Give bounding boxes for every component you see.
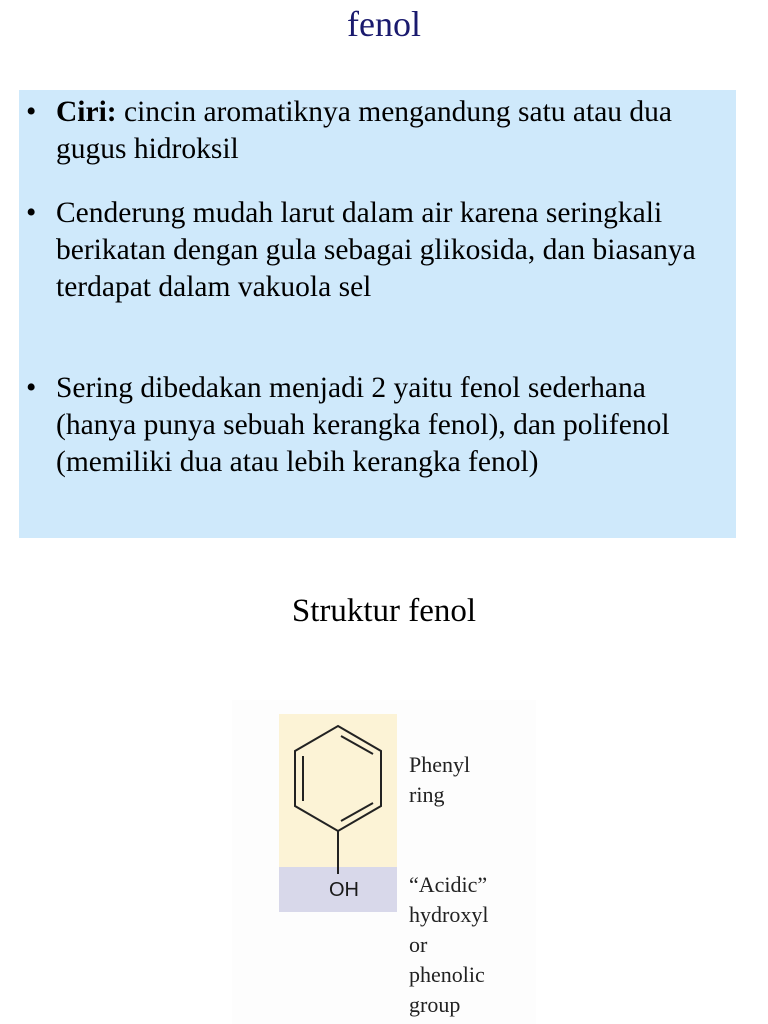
hydroxyl-label-line: or xyxy=(409,932,428,957)
oh-label: OH xyxy=(329,879,359,901)
hydroxyl-label-line: phenolic xyxy=(409,962,485,987)
section-subtitle: Struktur fenol xyxy=(291,593,477,629)
bullet-item-3 xyxy=(26,370,726,481)
bullet-item-1 xyxy=(26,94,726,168)
double-bond-top-right xyxy=(341,736,373,754)
double-bond-bottom-right xyxy=(341,803,373,821)
bullet-marker: • xyxy=(26,197,37,229)
phenyl-label-line: ring xyxy=(409,782,445,807)
bullet-list-box xyxy=(19,90,736,538)
hydroxyl-group-label xyxy=(409,870,488,1020)
benzene-ring-diagram xyxy=(279,714,397,874)
bullet-item-2 xyxy=(26,195,726,306)
bullet-text: Cenderung mudah larut dalam air karena seringkali berikatan dengan gula sebagai glikosida, dan biasanya terdapat dalam vakuola sel xyxy=(56,197,696,303)
hydroxyl-label-line: “Acidic” xyxy=(409,872,488,897)
hydroxyl-label-line: hydroxyl xyxy=(409,902,489,927)
bullet-text: Sering dibedakan menjadi 2 yaitu fenol sederhana (hanya punya sebuah kerangka fenol), dan polifenol (memiliki dua atau lebih kerangka fenol) xyxy=(56,372,670,478)
phenyl-ring-label xyxy=(409,750,470,810)
bullet-marker: • xyxy=(26,96,37,128)
slide-title: fenol xyxy=(347,4,421,44)
hydroxyl-label-line: group xyxy=(409,992,461,1017)
phenyl-label-line: Phenyl xyxy=(409,752,471,777)
phenol-structure-figure xyxy=(232,700,536,1024)
bullet-marker: • xyxy=(26,372,37,404)
benzene-ring-outline xyxy=(295,726,381,831)
bullet-text: cincin aromatiknya mengandung satu atau dua gugus hidroksil xyxy=(56,96,673,165)
bullet-bold-prefix: Ciri: xyxy=(56,96,117,128)
